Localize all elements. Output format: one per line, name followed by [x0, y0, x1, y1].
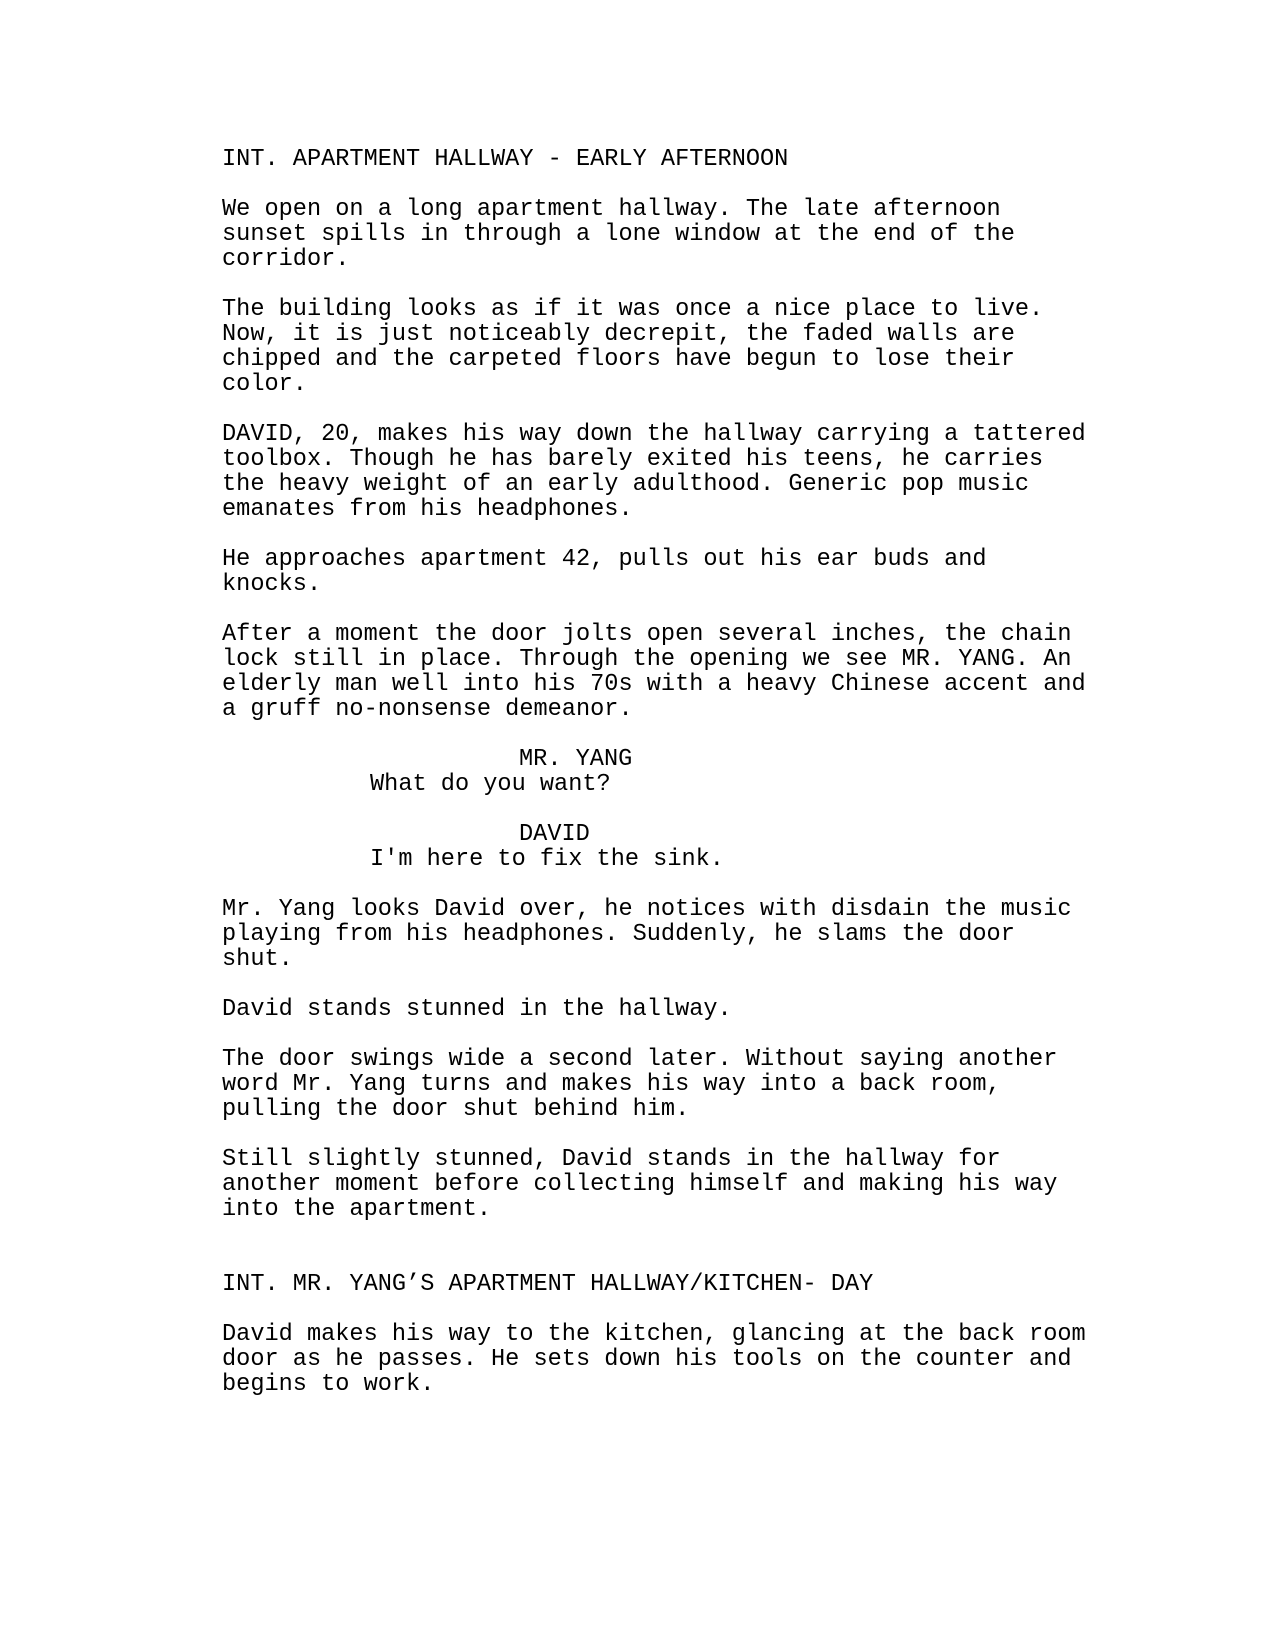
action-line: another moment before collecting himself and making his way — [222, 1171, 1058, 1198]
dialogue-block — [222, 822, 1122, 872]
action-line: a gruff no-nonsense demeanor. — [222, 696, 633, 723]
action-line: Still slightly stunned, David stands in the hallway for — [222, 1146, 1001, 1173]
dialogue-line: I'm here to fix the sink. — [370, 846, 724, 873]
action-block — [222, 197, 1122, 272]
action-line: Mr. Yang looks David over, he notices with disdain the music — [222, 896, 1072, 923]
action-line: door as he passes. He sets down his tools on the counter and — [222, 1346, 1072, 1373]
action-line: elderly man well into his 70s with a heavy Chinese accent and — [222, 671, 1086, 698]
action-line: chipped and the carpeted floors have begun to lose their — [222, 346, 1015, 373]
character-name: DAVID — [519, 821, 590, 848]
action-line: He approaches apartment 42, pulls out his ear buds and — [222, 546, 987, 573]
action-line: shut. — [222, 946, 293, 973]
scene-heading: INT. MR. YANG’S APARTMENT HALLWAY/KITCHEN- DAY — [222, 1271, 874, 1298]
action-line: lock still in place. Through the opening we see MR. YANG. An — [222, 646, 1072, 673]
action-line: David stands stunned in the hallway. — [222, 996, 732, 1023]
action-line: toolbox. Though he has barely exited his teens, he carries — [222, 446, 1044, 473]
action-line: sunset spills in through a lone window at the end of the — [222, 221, 1015, 248]
action-line: word Mr. Yang turns and makes his way into a back room, — [222, 1071, 1001, 1098]
screenplay-body — [222, 147, 1122, 1397]
action-line: DAVID, 20, makes his way down the hallway carrying a tattered — [222, 421, 1086, 448]
action-line: David makes his way to the kitchen, glancing at the back room — [222, 1321, 1086, 1348]
action-block — [222, 1322, 1122, 1397]
action-line: color. — [222, 371, 307, 398]
action-block — [222, 547, 1122, 597]
action-block — [222, 897, 1122, 972]
action-line: begins to work. — [222, 1371, 435, 1398]
action-block — [222, 297, 1122, 397]
action-line: emanates from his headphones. — [222, 496, 633, 523]
action-line: The door swings wide a second later. Without saying another — [222, 1046, 1058, 1073]
action-block — [222, 1147, 1122, 1222]
action-line: The building looks as if it was once a nice place to live. — [222, 296, 1044, 323]
action-line: Now, it is just noticeably decrepit, the faded walls are — [222, 321, 1015, 348]
action-block — [222, 1047, 1122, 1122]
action-line: We open on a long apartment hallway. The late afternoon — [222, 196, 1001, 223]
action-line: into the apartment. — [222, 1196, 492, 1223]
action-block — [222, 622, 1122, 722]
character-name: MR. YANG — [519, 746, 633, 773]
action-line: pulling the door shut behind him. — [222, 1096, 690, 1123]
action-line: knocks. — [222, 571, 322, 598]
action-block — [222, 422, 1122, 522]
action-line: the heavy weight of an early adulthood. Generic pop music — [222, 471, 1030, 498]
action-line: playing from his headphones. Suddenly, he slams the door — [222, 921, 1015, 948]
scene-heading: INT. APARTMENT HALLWAY - EARLY AFTERNOON — [222, 146, 789, 173]
action-line: After a moment the door jolts open several inches, the chain — [222, 621, 1072, 648]
dialogue-block — [222, 747, 1122, 797]
dialogue-line: What do you want? — [370, 771, 611, 798]
action-block — [222, 997, 1122, 1022]
action-line: corridor. — [222, 246, 350, 273]
